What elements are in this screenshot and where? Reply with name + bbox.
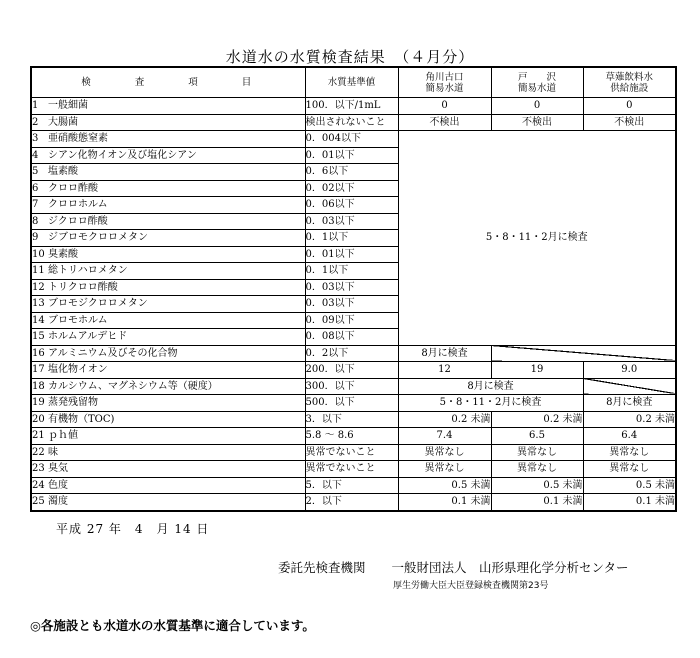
value-cell: 0.1 未満 [398, 494, 491, 511]
standard-cell: 0．03以下 [305, 296, 398, 313]
item-cell [31, 197, 305, 214]
item-number: 11 [32, 265, 45, 277]
table-row [31, 444, 676, 461]
value-cell: 0 [491, 98, 583, 115]
standard-cell: 0．01以下 [305, 246, 398, 263]
item-number: 22 [32, 446, 45, 458]
value-cell: 0 [398, 98, 491, 115]
item-number: 19 [32, 397, 45, 409]
item-cell [31, 494, 305, 511]
item-name: 塩化物イオン [48, 364, 108, 376]
value-cell: 0.5 未満 [491, 477, 583, 494]
item-number: 24 [32, 479, 45, 491]
item-name: 有機物（TOC) [48, 413, 115, 425]
standard-cell: 200．以下 [305, 362, 398, 379]
value-cell: 不検出 [491, 114, 583, 131]
item-cell [31, 230, 305, 247]
item-name: 臭気 [48, 463, 68, 475]
table-row [31, 494, 676, 511]
standard-cell: 0．2以下 [305, 345, 398, 362]
value-cell: 0.1 未満 [491, 494, 583, 511]
value-cell: 異常なし [491, 444, 583, 461]
item-cell [31, 164, 305, 181]
item-number: 5 [32, 166, 39, 178]
item-name: ブロモホルム [48, 314, 108, 326]
not-applicable-cell [491, 345, 676, 362]
item-cell [31, 461, 305, 478]
item-name: 蒸発残留物 [48, 397, 98, 409]
standard-cell: 0．08以下 [305, 329, 398, 346]
item-number: 1 [32, 100, 39, 112]
standard-cell: 異常でないこと [305, 461, 398, 478]
item-name: ジブロモクロロメタン [48, 232, 148, 244]
value-cell: 異常なし [491, 461, 583, 478]
standard-cell: 5．以下 [305, 477, 398, 494]
value-cell: 異常なし [398, 444, 491, 461]
item-cell [31, 279, 305, 296]
standard-cell: 2．以下 [305, 494, 398, 511]
item-name: アルミニウム及びその化合物 [48, 347, 178, 359]
value-cell: 異常なし [398, 461, 491, 478]
value-cell: 8月に検査 [398, 378, 583, 395]
table-row [31, 378, 676, 395]
item-number: 3 [32, 133, 39, 145]
table-row [31, 411, 676, 428]
item-number: 21 [32, 430, 45, 442]
value-cell: 0.5 未満 [398, 477, 491, 494]
item-name: 塩素酸 [48, 166, 78, 178]
header-standard: 水質基準値 [305, 67, 398, 98]
item-number: 13 [32, 298, 45, 310]
item-name: 濁度 [48, 496, 68, 508]
item-number: 10 [32, 248, 45, 260]
compliance-note: ◎各施設とも水道水の水質基準に適合しています。 [30, 618, 315, 633]
item-cell [31, 131, 305, 148]
table-row [31, 131, 676, 148]
item-name: カルシウム、マグネシウム等（硬度） [48, 380, 218, 392]
org-name: 一般財団法人 山形県理化学分析センター [391, 560, 629, 575]
standard-cell: 300．以下 [305, 378, 398, 395]
value-cell: 7.4 [398, 428, 491, 445]
item-number: 14 [32, 314, 45, 326]
item-cell [31, 180, 305, 197]
value-cell: 9.0 [583, 362, 676, 379]
item-cell [31, 345, 305, 362]
standard-cell: 0．03以下 [305, 279, 398, 296]
value-cell: 0.2 未満 [491, 411, 583, 428]
value-cell: 5・8・11・2月に検査 [398, 395, 583, 412]
table-row [31, 345, 676, 362]
item-cell [31, 114, 305, 131]
inspection-org [278, 558, 629, 576]
value-cell: 異常なし [583, 444, 676, 461]
item-number: 4 [32, 149, 39, 161]
item-cell [31, 428, 305, 445]
value-cell: 不検出 [398, 114, 491, 131]
item-cell [31, 246, 305, 263]
item-number: 8 [32, 215, 39, 227]
value-cell: 6.5 [491, 428, 583, 445]
header-col1: 角川古口 簡易水道 [398, 67, 491, 98]
value-cell: 19 [491, 362, 583, 379]
item-cell [31, 213, 305, 230]
item-cell [31, 477, 305, 494]
item-number: 20 [32, 413, 45, 425]
item-cell [31, 329, 305, 346]
item-cell [31, 362, 305, 379]
value-cell: 12 [398, 362, 491, 379]
item-name: 総トリハロメタン [48, 265, 128, 277]
table-row [31, 428, 676, 445]
standard-cell: 異常でないこと [305, 444, 398, 461]
item-name: ｐｈ値 [48, 430, 78, 442]
standard-cell: 5.8 ～ 8.6 [305, 428, 398, 445]
item-number: 6 [32, 182, 39, 194]
water-quality-table [30, 66, 677, 512]
item-cell [31, 395, 305, 412]
value-cell: 不検出 [583, 114, 676, 131]
item-cell [31, 411, 305, 428]
item-cell [31, 296, 305, 313]
item-number: 12 [32, 281, 45, 293]
header-col3: 草薙飲料水 供給施設 [583, 67, 676, 98]
item-name: シアン化物イオン及び塩化シアン [48, 149, 197, 161]
item-number: 15 [32, 331, 45, 343]
standard-cell: 500．以下 [305, 395, 398, 412]
value-cell: 0.2 未満 [583, 411, 676, 428]
item-name: 臭素酸 [48, 248, 78, 260]
item-name: クロロ酢酸 [48, 182, 98, 194]
item-name: 味 [48, 446, 58, 458]
item-number: 25 [32, 496, 45, 508]
item-cell [31, 312, 305, 329]
standard-cell: 0．1以下 [305, 230, 398, 247]
merged-schedule-cell: 5・8・11・2月に検査 [398, 131, 676, 346]
table-row [31, 114, 676, 131]
standard-cell: 0．06以下 [305, 197, 398, 214]
item-number: 9 [32, 232, 39, 244]
standard-cell: 3．以下 [305, 411, 398, 428]
standard-cell: 100．以下/1mL [305, 98, 398, 115]
item-number: 17 [32, 364, 45, 376]
value-cell: 0.5 未満 [583, 477, 676, 494]
item-name: 一般細菌 [48, 100, 88, 112]
value-cell: 異常なし [583, 461, 676, 478]
value-cell: 8月に検査 [398, 345, 491, 362]
table-header-row [31, 67, 676, 98]
table-row [31, 395, 676, 412]
item-cell [31, 98, 305, 115]
item-name: 亜硝酸態窒素 [48, 133, 108, 145]
item-name: クロロホルム [48, 199, 108, 211]
item-name: ジクロロ酢酸 [48, 215, 108, 227]
item-cell [31, 378, 305, 395]
page-title: 水道水の水質検査結果 （４月分） [225, 48, 475, 66]
item-number: 18 [32, 380, 45, 392]
standard-cell: 0．03以下 [305, 213, 398, 230]
standard-cell: 0．02以下 [305, 180, 398, 197]
inspection-date: 平成 27 年 4 月 14 日 [56, 522, 210, 536]
standard-cell: 0．01以下 [305, 147, 398, 164]
value-cell: 0 [583, 98, 676, 115]
org-label: 委託先検査機関 [278, 560, 366, 575]
value-cell: 8月に検査 [583, 395, 676, 412]
item-cell [31, 147, 305, 164]
table-row [31, 461, 676, 478]
value-cell: 0.2 未満 [398, 411, 491, 428]
not-applicable-cell [583, 378, 676, 395]
standard-cell: 検出されないこと [305, 114, 398, 131]
standard-cell: 0．004以下 [305, 131, 398, 148]
item-name: ホルムアルデヒド [48, 331, 128, 343]
table-row [31, 477, 676, 494]
value-cell: 6.4 [583, 428, 676, 445]
header-col2: 戸 沢 簡易水道 [491, 67, 583, 98]
header-item: 検査項目 [31, 67, 305, 98]
standard-cell: 0．6以下 [305, 164, 398, 181]
item-number: 2 [32, 116, 39, 128]
item-cell [31, 263, 305, 280]
item-name: 大腸菌 [48, 116, 78, 128]
table-row [31, 362, 676, 379]
item-cell [31, 444, 305, 461]
item-name: ブロモジクロロメタン [48, 298, 148, 310]
value-cell: 0.1 未満 [583, 494, 676, 511]
registration-number: 厚生労働大臣大臣登録検査機関第23号 [393, 581, 549, 591]
item-number: 7 [32, 199, 39, 211]
item-name: トリクロロ酢酸 [48, 281, 118, 293]
standard-cell: 0．09以下 [305, 312, 398, 329]
table-row [31, 98, 676, 115]
item-number: 23 [32, 463, 45, 475]
item-number: 16 [32, 347, 45, 359]
standard-cell: 0．1以下 [305, 263, 398, 280]
item-name: 色度 [48, 479, 68, 491]
